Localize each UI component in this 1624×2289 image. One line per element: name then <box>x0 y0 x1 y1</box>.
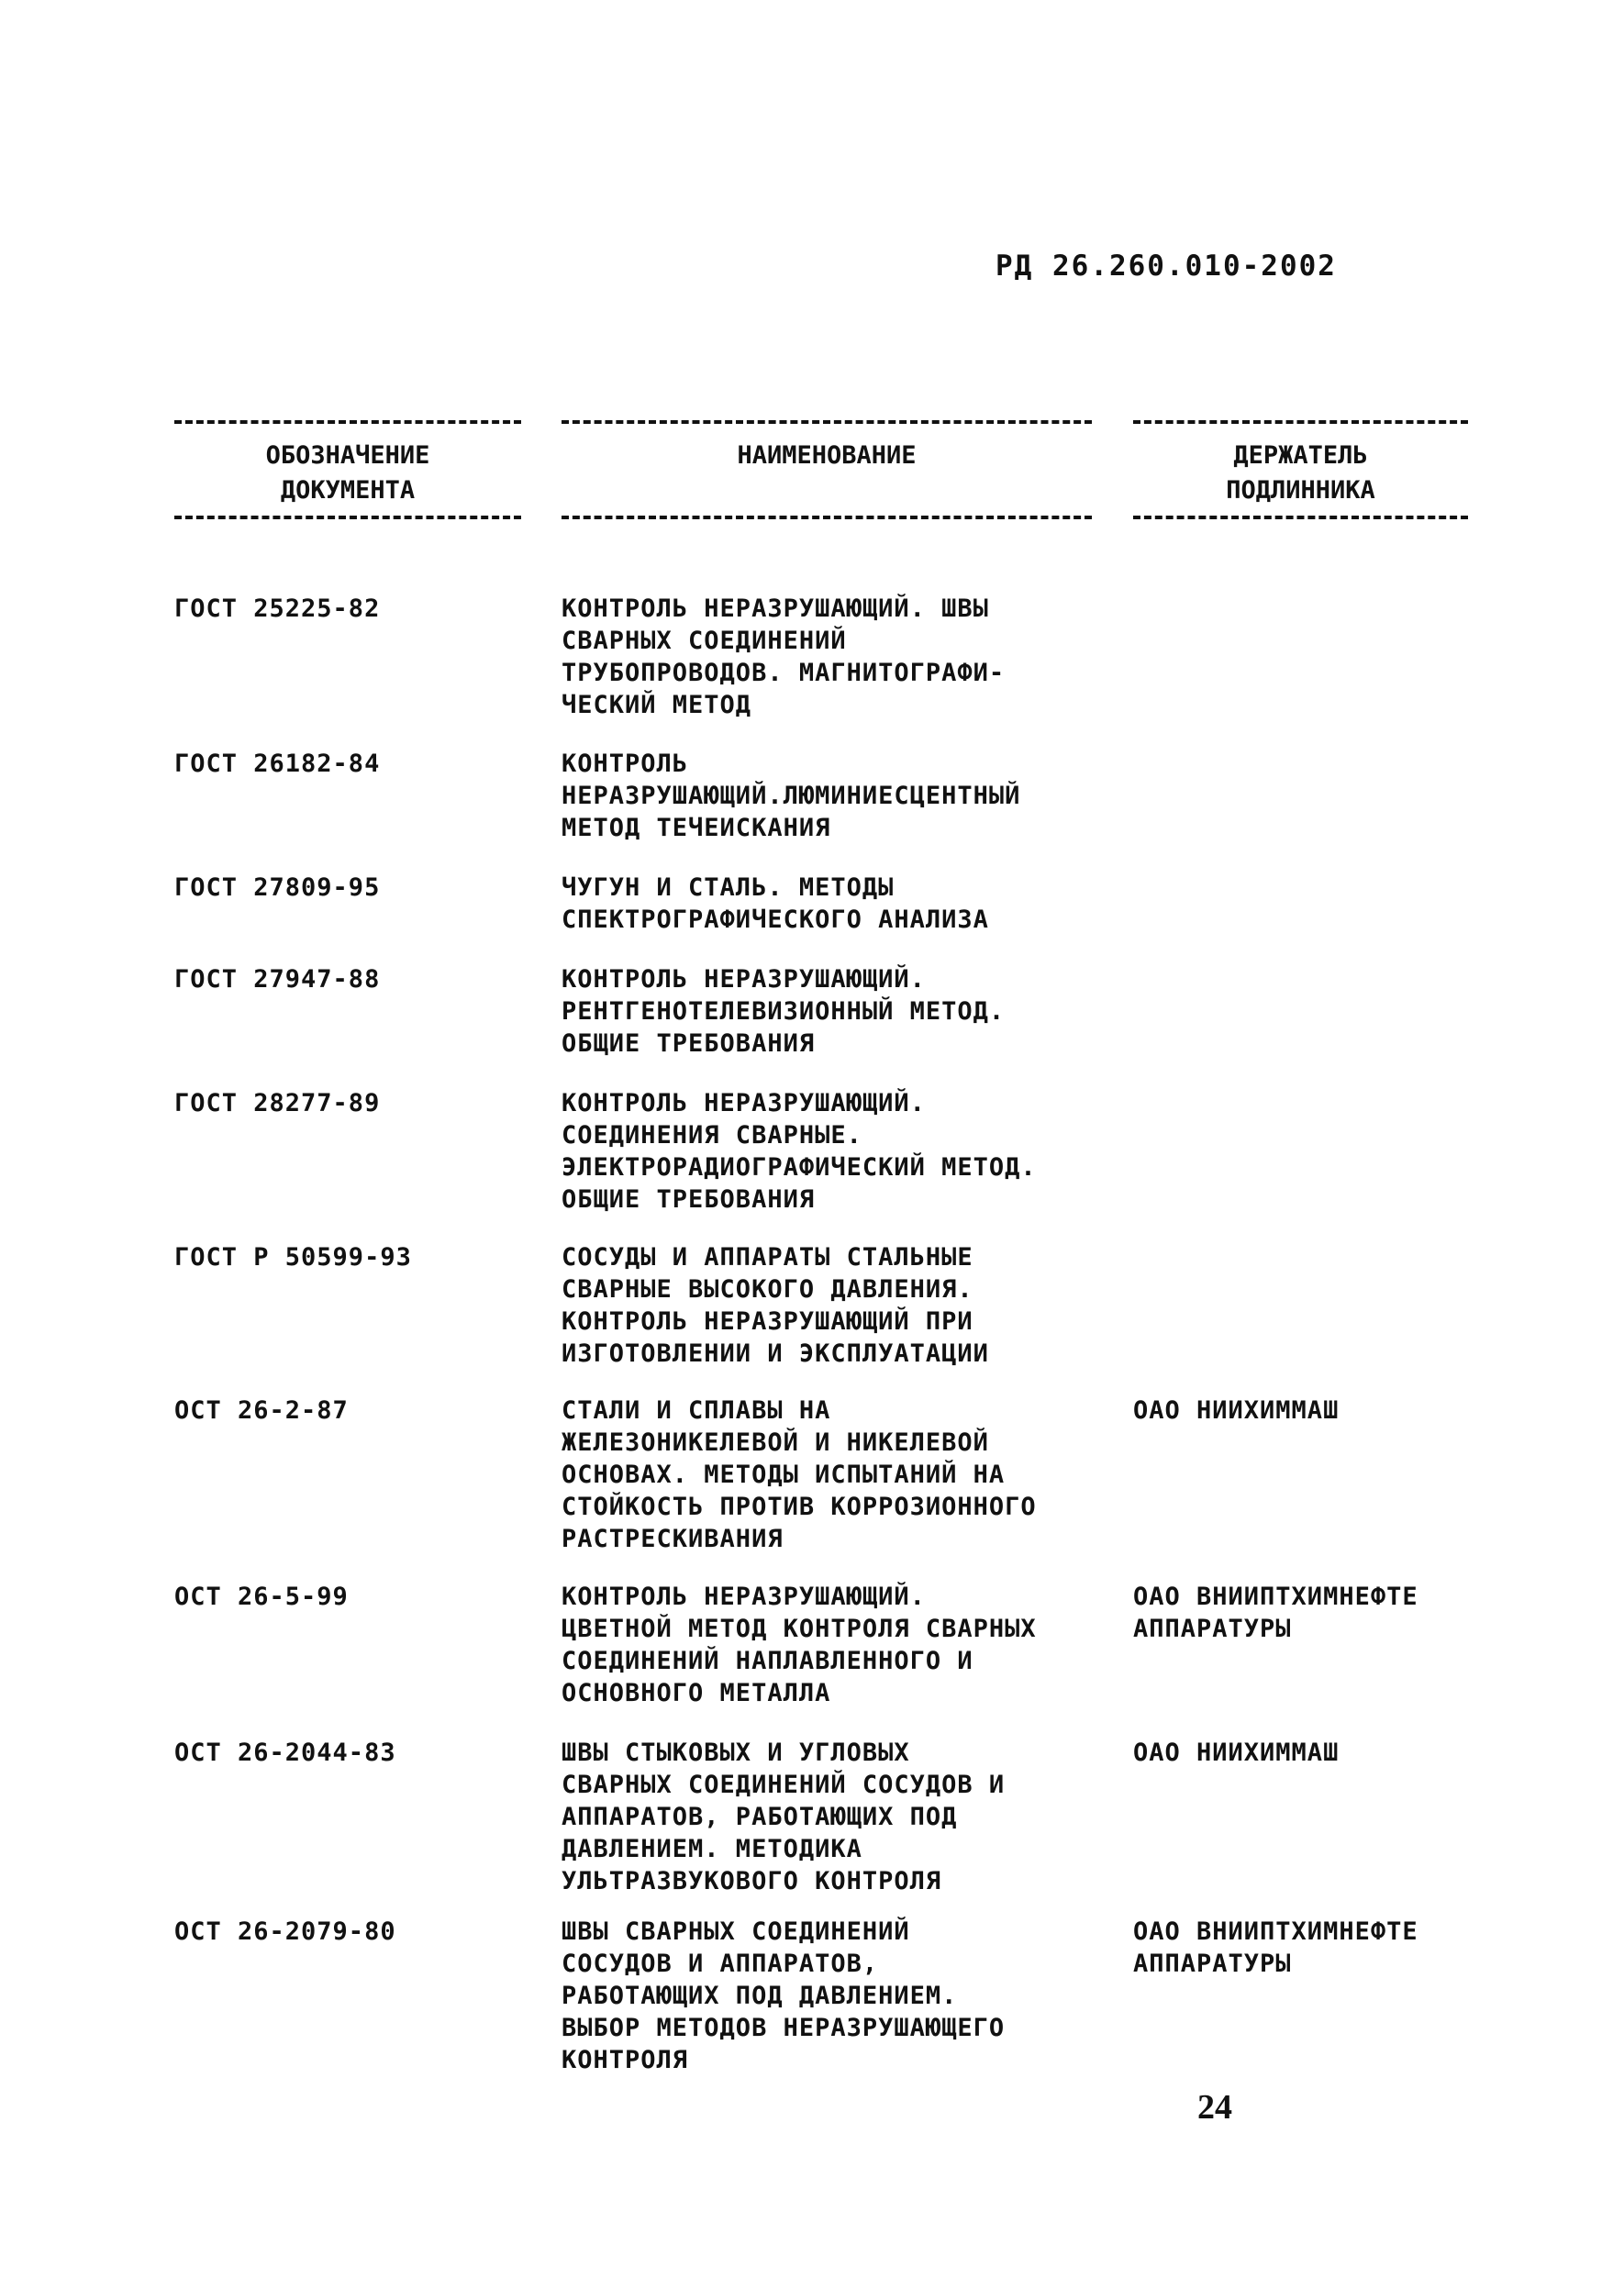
document-code: РД 26.260.010-2002 <box>996 250 1337 283</box>
header-bottom-rule-2 <box>562 516 1092 519</box>
name-cell: СОСУДЫ И АППАРАТЫ СТАЛЬНЫЕ СВАРНЫЕ ВЫСОКОГО ДАВЛЕНИЯ. КОНТРОЛЬ НЕРАЗРУШАЮЩИЙ ПРИ ИЗГОТОВЛЕНИИ И ЭКСПЛУАТАЦИИ <box>562 1243 989 1368</box>
designation-cell: ГОСТ 28277-89 <box>174 1089 381 1117</box>
designation-cell: ОСТ 26-2044-83 <box>174 1739 396 1767</box>
name-cell: ШВЫ СВАРНЫХ СОЕДИНЕНИЙ СОСУДОВ И АППАРАТОВ, РАБОТАЮЩИХ ПОД ДАВЛЕНИЕМ. ВЫБОР МЕТОДОВ НЕРАЗРУШАЮЩЕГО КОНТРОЛЯ <box>562 1917 1006 2074</box>
name-cell: СТАЛИ И СПЛАВЫ НА ЖЕЛЕЗОНИКЕЛЕВОЙ И НИКЕЛЕВОЙ ОСНОВАХ. МЕТОДЫ ИСПЫТАНИЙ НА СТОЙКОСТЬ ПРОТИВ КОРРОЗИОННОГО РАСТРЕСКИВАНИЯ <box>562 1396 1037 1553</box>
designation-cell: ГОСТ Р 50599-93 <box>174 1243 412 1272</box>
header-bottom-rule-1 <box>174 516 521 519</box>
header-top-rule-2 <box>562 420 1092 424</box>
column-header-name: НАИМЕНОВАНИЕ <box>737 441 917 470</box>
name-cell: КОНТРОЛЬ НЕРАЗРУШАЮЩИЙ. СОЕДИНЕНИЯ СВАРНЫЕ. ЭЛЕКТРОРАДИОГРАФИЧЕСКИЙ МЕТОД. ОБЩИЕ ТРЕБОВАНИЯ <box>562 1089 1037 1214</box>
holder-cell: ОАО НИИХИММАШ <box>1133 1739 1340 1767</box>
holder-cell: ОАО ВНИИПТХИМНЕФТЕ АППАРАТУРЫ <box>1133 1583 1418 1643</box>
header-top-rule-3 <box>1133 420 1468 424</box>
name-cell: КОНТРОЛЬ НЕРАЗРУШАЮЩИЙ.ЛЮМИНИЕСЦЕНТНЫЙ МЕТОД ТЕЧЕИСКАНИЯ <box>562 750 1021 842</box>
holder-cell: ОАО НИИХИММАШ <box>1133 1396 1340 1425</box>
holder-cell: ОАО ВНИИПТХИМНЕФТЕ АППАРАТУРЫ <box>1133 1917 1418 1978</box>
designation-cell: ГОСТ 27809-95 <box>174 873 381 902</box>
page-number: 24 <box>1197 2088 1232 2127</box>
designation-cell: ГОСТ 26182-84 <box>174 750 381 778</box>
header-top-rule-1 <box>174 420 521 424</box>
designation-cell: ОСТ 26-2079-80 <box>174 1917 396 1946</box>
designation-cell: ГОСТ 27947-88 <box>174 965 381 994</box>
designation-cell: ОСТ 26-5-99 <box>174 1583 349 1611</box>
name-cell: ШВЫ СТЫКОВЫХ И УГЛОВЫХ СВАРНЫХ СОЕДИНЕНИЙ СОСУДОВ И АППАРАТОВ, РАБОТАЮЩИХ ПОД ДАВЛЕНИЕМ. МЕТОДИКА УЛЬТРАЗВУКОВОГО КОНТРОЛЯ <box>562 1739 1006 1895</box>
name-cell: КОНТРОЛЬ НЕРАЗРУШАЮЩИЙ. РЕНТГЕНОТЕЛЕВИЗИОННЫЙ МЕТОД. ОБЩИЕ ТРЕБОВАНИЯ <box>562 965 1006 1058</box>
column-header-holder: ДЕРЖАТЕЛЬ ПОДЛИННИКА <box>1226 441 1375 505</box>
designation-cell: ГОСТ 25225-82 <box>174 594 381 623</box>
column-header-designation: ОБОЗНАЧЕНИЕ ДОКУМЕНТА <box>265 441 430 505</box>
name-cell: КОНТРОЛЬ НЕРАЗРУШАЮЩИЙ. ШВЫ СВАРНЫХ СОЕДИНЕНИЙ ТРУБОПРОВОДОВ. МАГНИТОГРАФИ- ЧЕСКИЙ МЕТОД <box>562 594 1006 719</box>
name-cell: КОНТРОЛЬ НЕРАЗРУШАЮЩИЙ. ЦВЕТНОЙ МЕТОД КОНТРОЛЯ СВАРНЫХ СОЕДИНЕНИЙ НАПЛАВЛЕННОГО И ОСНОВНОГО МЕТАЛЛА <box>562 1583 1037 1707</box>
name-cell: ЧУГУН И СТАЛЬ. МЕТОДЫ СПЕКТРОГРАФИЧЕСКОГО АНАЛИЗА <box>562 873 989 934</box>
header-bottom-rule-3 <box>1133 516 1468 519</box>
designation-cell: ОСТ 26-2-87 <box>174 1396 349 1425</box>
